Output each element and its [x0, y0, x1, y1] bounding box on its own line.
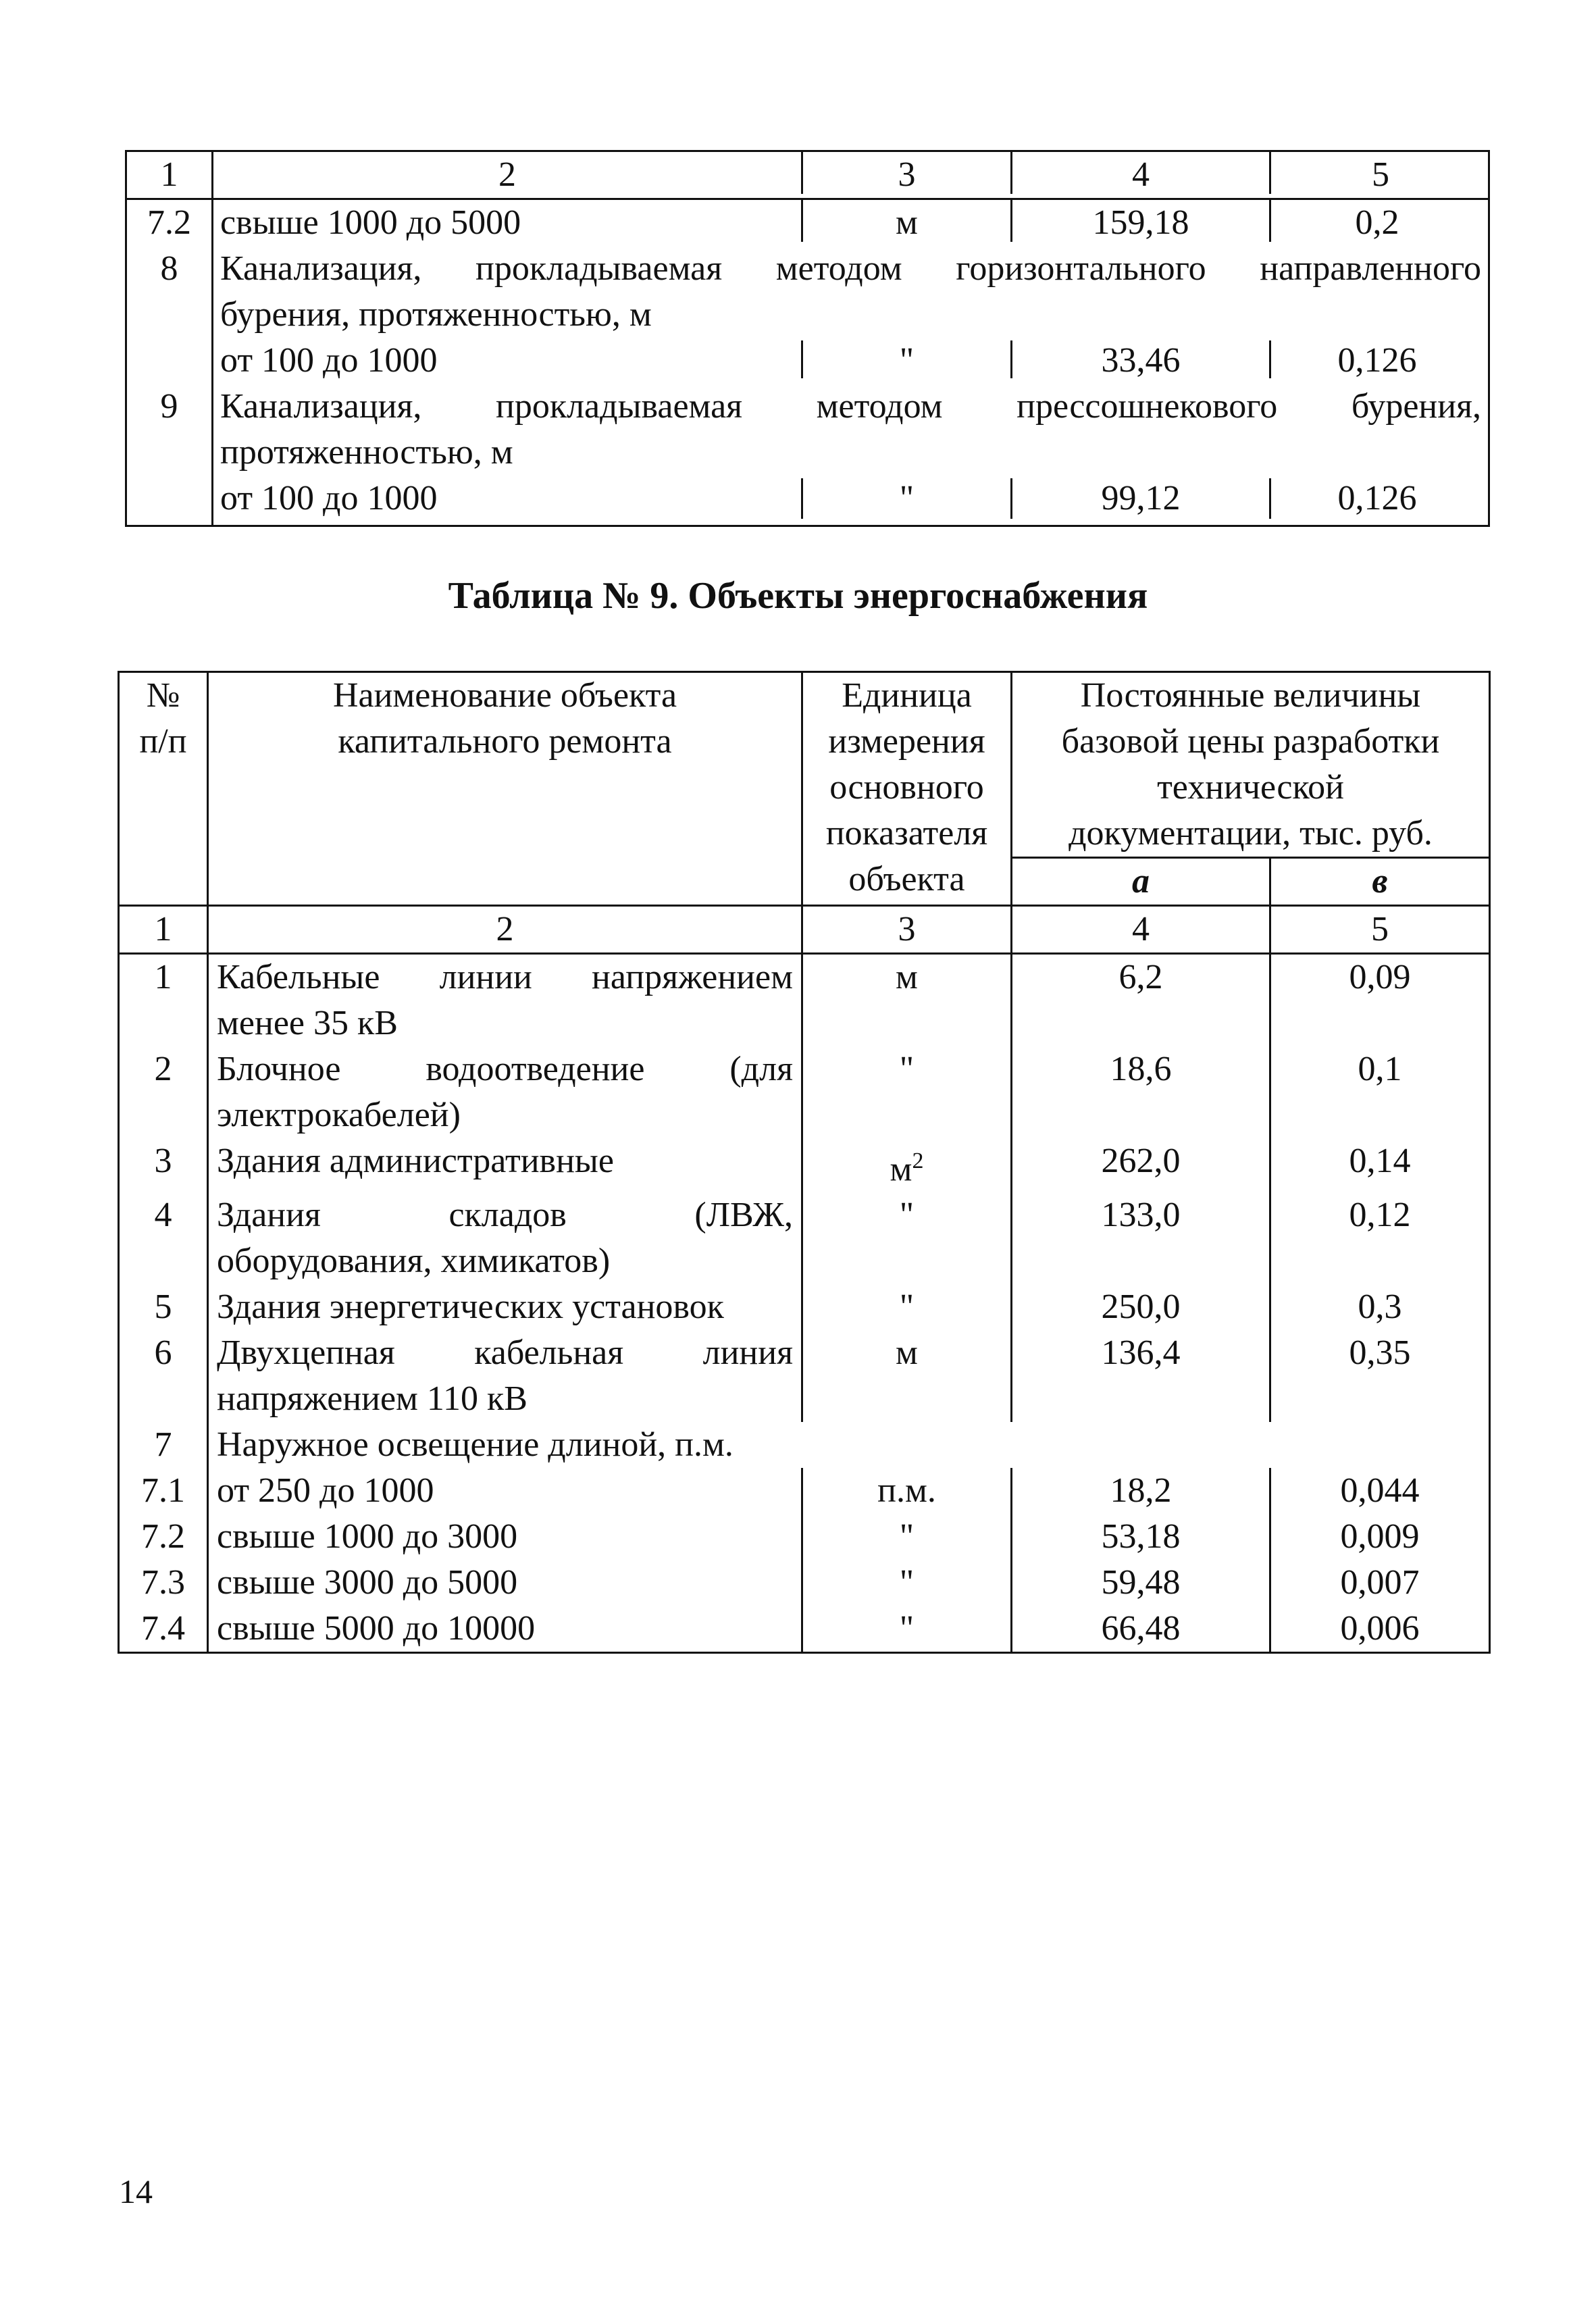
item-value-b: 0,126 — [1337, 479, 1417, 517]
table-row: 3 Здания административные $м^2$ 262,0 0,14 — [119, 1138, 1490, 1192]
header-cell: 2 — [498, 155, 516, 194]
energy-objects-table — [118, 671, 1491, 1654]
page-number: 14 — [119, 2172, 153, 2210]
item-name: свыше 1000 до 5000 — [220, 203, 521, 242]
table-row: 7 Наружное освещение длиной, п.м. — [119, 1422, 1490, 1468]
header-row — [126, 151, 1489, 199]
row-number: 7.2 — [147, 203, 191, 242]
list-item — [220, 338, 1481, 384]
item-value-b: 0,126 — [1337, 341, 1417, 380]
row-number: 8 — [160, 249, 178, 288]
item-name: от 100 до 1000 — [220, 479, 438, 517]
table-body — [126, 199, 1489, 526]
header-cell: 1 — [126, 151, 213, 199]
table-row: 7.3 свыше 3000 до 5000 " 59,48 0,007 — [119, 1560, 1490, 1606]
header-a: а — [1012, 858, 1270, 906]
table-row: 2 Блочное водоотведение (для электрокабелей) " 18,6 0,1 — [119, 1046, 1490, 1138]
row-number: 9 — [160, 387, 178, 426]
item-unit: " — [899, 341, 915, 380]
col-number: 4 — [1012, 906, 1270, 954]
header-cell: 3 — [898, 155, 916, 194]
header-cell: 5 — [1372, 155, 1389, 194]
col-number: 2 — [208, 906, 802, 954]
header-unit: Единица измерения основного показателя объекта — [802, 672, 1012, 906]
table-title: Таблица № 9. Объекты энергоснабжения — [448, 575, 1148, 617]
item-name: Канализация, прокладываемая методом прессошнекового бурения, — [220, 387, 1481, 426]
header-row — [119, 672, 1490, 858]
table-row: 7.2 свыше 1000 до 3000 " 53,18 0,009 — [119, 1514, 1490, 1560]
item-value-a: 99,12 — [1101, 479, 1181, 517]
table-row: 7.1 от 250 до 1000 п.м. 18,2 0,044 — [119, 1468, 1490, 1514]
item-unit: " — [899, 479, 915, 517]
continuation-table — [125, 150, 1490, 527]
table-row: 7.4 свыше 5000 до 10000 " 66,48 0,006 — [119, 1606, 1490, 1653]
header-no: № п/п — [119, 672, 208, 906]
table-row: 6 Двухцепная кабельная линия напряжением 110 кВ м 136,4 0,35 — [119, 1330, 1490, 1422]
list-item — [220, 476, 1481, 522]
item-unit: м — [896, 203, 918, 242]
table-row: 5 Здания энергетических установок " 250,0 0,3 — [119, 1284, 1490, 1330]
item-value-a: 159,18 — [1092, 203, 1189, 242]
table-row: 4 Здания складов (ЛВЖ, оборудования, химикатов) " 133,0 0,12 — [119, 1192, 1490, 1284]
col-number: 3 — [802, 906, 1012, 954]
column-numbers-row — [119, 906, 1490, 954]
item-name: от 100 до 1000 — [220, 341, 438, 380]
item-value-a: 33,46 — [1101, 341, 1181, 380]
header-b: в — [1270, 858, 1490, 906]
header-values: Постоянные величины базовой цены разработки технической документации, тыс. руб. — [1012, 672, 1490, 858]
list-item — [220, 200, 1481, 246]
item-name: протяженностью, м — [220, 433, 513, 472]
item-name: бурения, протяженностью, м — [220, 295, 652, 334]
item-value-b: 0,2 — [1355, 203, 1399, 242]
header-name: Наименование объекта капитального ремонта — [208, 672, 802, 906]
item-name: Канализация, прокладываемая методом горизонтального направленного — [220, 249, 1481, 288]
col-number: 5 — [1270, 906, 1490, 954]
header-cell: 4 — [1132, 155, 1150, 194]
table-row: 1 Кабельные линии напряжением менее 35 кВ м 6,2 0,09 — [119, 954, 1490, 1047]
col-number: 1 — [119, 906, 208, 954]
